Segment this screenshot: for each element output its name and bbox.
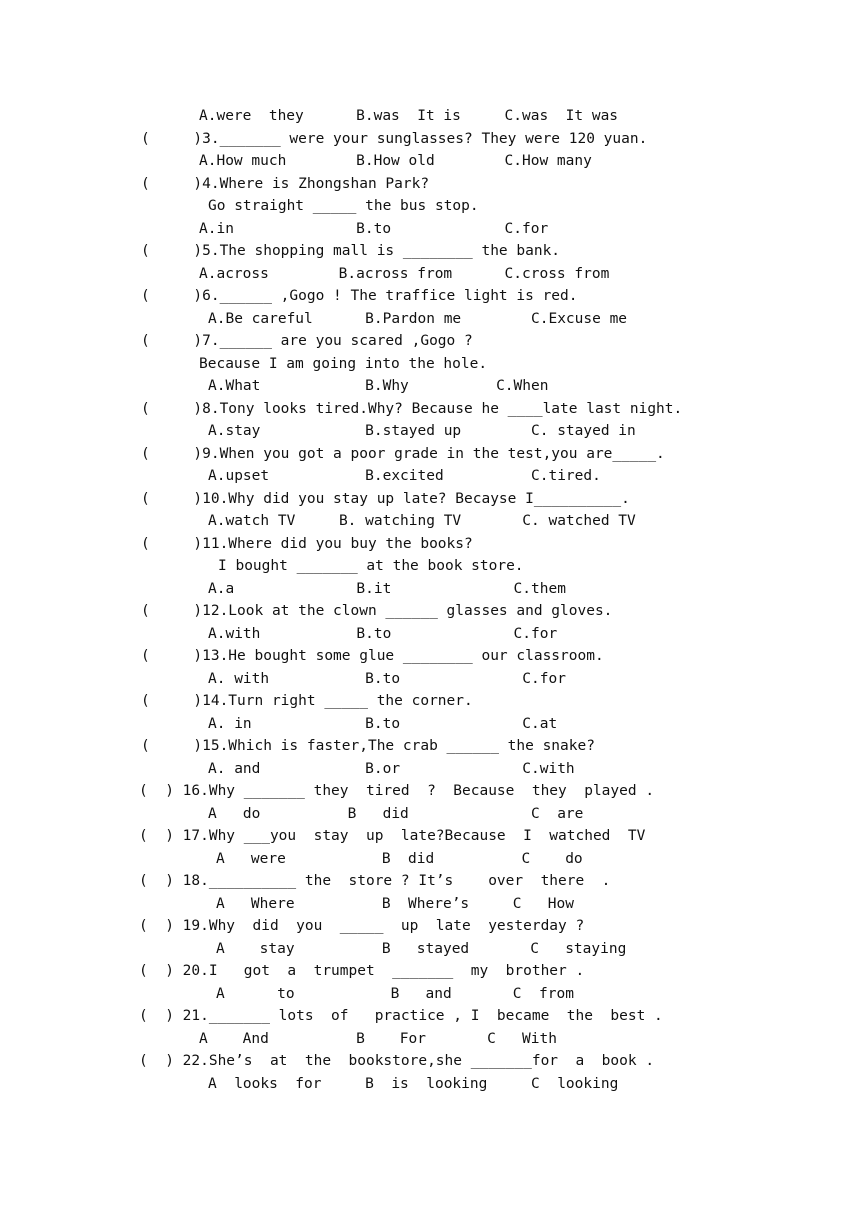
- options-line: A.were they B.was It is C.was It was: [199, 108, 619, 124]
- options-line: A. and B.or C.with: [208, 761, 575, 777]
- question-line: ( ) 19.Why did you _____ up late yesterday ?: [139, 918, 585, 934]
- question-line: ( )10.Why did you stay up late? Becayse I__________.: [141, 491, 630, 507]
- question-continuation-line: I bought _______ at the book store.: [218, 558, 524, 574]
- question-line: ( )9.When you got a poor grade in the test,you are_____.: [141, 446, 665, 462]
- question-line: ( ) 18.__________ the store ? It’s over there .: [139, 873, 611, 889]
- question-line: ( )11.Where did you buy the books?: [141, 536, 473, 552]
- options-line: A to B and C from: [216, 986, 574, 1002]
- question-line: ( ) 17.Why ___you stay up late?Because I watched TV: [139, 828, 646, 844]
- question-line: ( )5.The shopping mall is ________ the bank.: [141, 243, 561, 259]
- question-line: ( )6.______ ,Gogo ! The traffice light is red.: [141, 288, 578, 304]
- options-line: A. in B.to C.at: [208, 716, 558, 732]
- options-line: A.a B.it C.them: [208, 581, 566, 597]
- question-line: ( )4.Where is Zhongshan Park?: [141, 176, 430, 192]
- question-line: ( )12.Look at the clown ______ glasses and gloves.: [141, 603, 613, 619]
- options-line: A. with B.to C.for: [208, 671, 566, 687]
- question-line: ( )14.Turn right _____ the corner.: [141, 693, 473, 709]
- options-line: A were B did C do: [216, 851, 583, 867]
- options-line: A.in B.to C.for: [199, 221, 549, 237]
- question-line: ( )15.Which is faster,The crab ______ the snake?: [141, 738, 595, 754]
- question-continuation-line: Go straight _____ the bus stop.: [208, 198, 479, 214]
- options-line: A.across B.across from C.cross from: [199, 266, 610, 282]
- question-line: ( )3._______ were your sunglasses? They were 120 yuan.: [141, 131, 648, 147]
- options-line: A Where B Where’s C How: [216, 896, 574, 912]
- question-line: ( )8.Tony looks tired.Why? Because he ____late last night.: [141, 401, 683, 417]
- question-line: ( ) 20.I got a trumpet _______ my brother .: [139, 963, 585, 979]
- options-line: A.How much B.How old C.How many: [199, 153, 592, 169]
- options-line: A stay B stayed C staying: [216, 941, 627, 957]
- question-line: ( ) 16.Why _______ they tired ? Because they played .: [139, 783, 655, 799]
- question-line: ( )7.______ are you scared ,Gogo ?: [141, 333, 473, 349]
- question-line: ( ) 22.She’s at the bookstore,she _______for a book .: [139, 1053, 655, 1069]
- options-line: A.Be careful B.Pardon me C.Excuse me: [208, 311, 628, 327]
- question-line: ( )13.He bought some glue ________ our classroom.: [141, 648, 604, 664]
- question-continuation-line: Because I am going into the hole.: [199, 356, 488, 372]
- options-line: A And B For C With: [199, 1031, 557, 1047]
- options-line: A.What B.Why C.When: [208, 378, 549, 394]
- options-line: A.stay B.stayed up C. stayed in: [208, 423, 636, 439]
- options-line: A looks for B is looking C looking: [208, 1076, 619, 1092]
- options-line: A.watch TV B. watching TV C. watched TV: [208, 513, 636, 529]
- options-line: A.upset B.excited C.tired.: [208, 468, 601, 484]
- options-line: A.with B.to C.for: [208, 626, 558, 642]
- options-line: A do B did C are: [208, 806, 584, 822]
- question-line: ( ) 21._______ lots of practice , I became the best .: [139, 1008, 663, 1024]
